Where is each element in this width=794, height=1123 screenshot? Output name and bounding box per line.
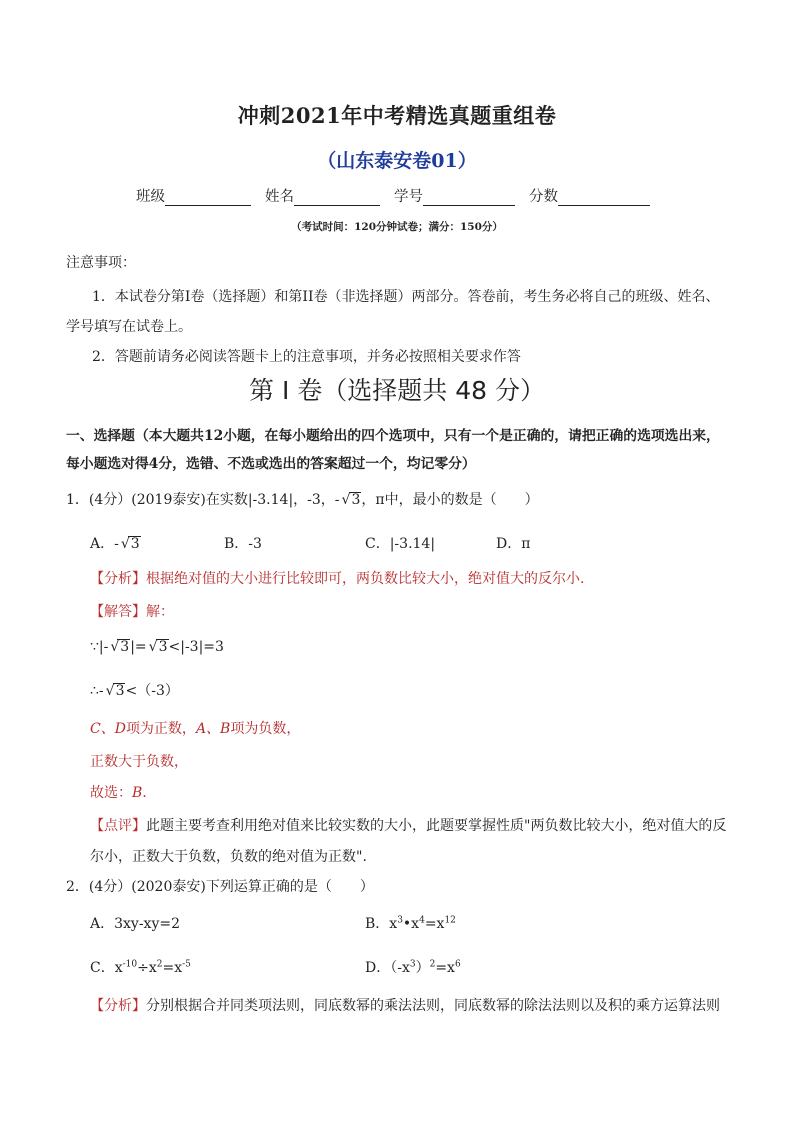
q1-solution-line-3: C、D项为正数，A、B项为负数， [90, 721, 301, 737]
field-class[interactable]: 班级 [136, 185, 251, 206]
q1-comment-line-2: 尔小，正数大于负数，负数的绝对值为正数". [90, 849, 367, 865]
section-intro-line-1: 一、选择题（本大题共12小题，在每小题给出的四个选项中，只有一个是正确的，请把正确的选项选出来， [66, 428, 720, 444]
comment-tag: 【点评】 [90, 818, 146, 834]
exam-title: 冲刺2021年中考精选真题重组卷 [237, 103, 557, 128]
q1-comment-line-1: 【点评】此题主要考查利用绝对值来比较实数的大小，此题要掌握性质"两负数比较大小，绝对值大的反 [90, 818, 727, 834]
sqrt-symbol: √ 3 [349, 492, 362, 507]
q1-solution-line-4: 正数大于负数， [90, 754, 188, 770]
student-info-fields [136, 185, 650, 206]
field-student-id[interactable]: 学号 [394, 185, 515, 206]
q1-option-d[interactable]: D．π [496, 536, 531, 552]
q1-option-b[interactable]: B．-3 [224, 536, 262, 552]
q1-option-a[interactable]: A．-√ 3 [90, 533, 141, 553]
q2-option-d[interactable]: D．$(-x^3)^2=x^6$ [365, 959, 461, 976]
notes-heading: 注意事项： [66, 255, 136, 271]
q1-option-c[interactable]: C．|-3.14| [365, 536, 436, 552]
sqrt-symbol: √ 3 [113, 683, 126, 698]
q1-solution-line-2: ∴-√ 3<（-3） [90, 680, 179, 700]
section-intro-line-2: 每小题选对得4分，选错、不选或选出的答案超过一个，均记零分） [66, 456, 476, 472]
q2-analysis: 【分析】分别根据合并同类项法则，同底数幂的乘法法则，同底数幂的除法法则以及积的乘方运算法则 [90, 998, 720, 1014]
q1-solution-line-1: ∵|-√ 3|=√ 3<|-3|=3 [90, 639, 224, 655]
sqrt-symbol: √ 3 [117, 639, 130, 654]
q1-stem: 1．(4分）(2019泰安)在实数|-3.14|，-3，-√ 3，π中，最小的数是（ ） [66, 489, 539, 509]
q1-analysis: 【分析】根据绝对值的大小进行比较即可，两负数比较大小，绝对值大的反尔小. [90, 571, 585, 587]
analysis-tag: 【分析】 [90, 571, 146, 587]
q1-solution-line-5: 故选：B. [90, 785, 147, 801]
q1-answer: 【解答】解： [90, 604, 174, 620]
notes-item-2: 2．答题前请务必阅读答题卡上的注意事项，并务必按照相关要求作答 [92, 349, 521, 365]
q2-option-a[interactable]: A．3xy-xy=2 [90, 916, 180, 932]
q2-option-b[interactable]: B．$x^3•x^4=x^{12}$ [365, 915, 456, 932]
sqrt-symbol: √ 3 [156, 639, 169, 654]
notes-item-1-line-1: 1．本试卷分第I卷（选择题）和第II卷（非选择题）两部分。答卷前，考生务必将自己的班级、姓名、 [92, 289, 720, 305]
q2-option-c[interactable]: C．$x^{-10}\div x^2=x^{-5}$ [90, 959, 191, 976]
field-score[interactable]: 分数 [529, 185, 650, 206]
field-name[interactable]: 姓名 [265, 185, 380, 206]
q2-stem: 2．(4分）(2020泰安)下列运算正确的是（ ） [66, 879, 374, 895]
analysis-tag: 【分析】 [90, 998, 146, 1014]
notes-item-1-line-2: 学号填写在试卷上。 [66, 319, 192, 335]
sqrt-symbol: √ 3 [128, 536, 141, 551]
answer-tag: 【解答】 [90, 604, 146, 620]
exam-info: （考试时间：120分钟试卷；满分：150分） [291, 221, 503, 233]
exam-subtitle: （山东泰安卷01） [317, 150, 477, 172]
section-title: 第 I 卷（选择题共 48 分） [249, 376, 545, 405]
